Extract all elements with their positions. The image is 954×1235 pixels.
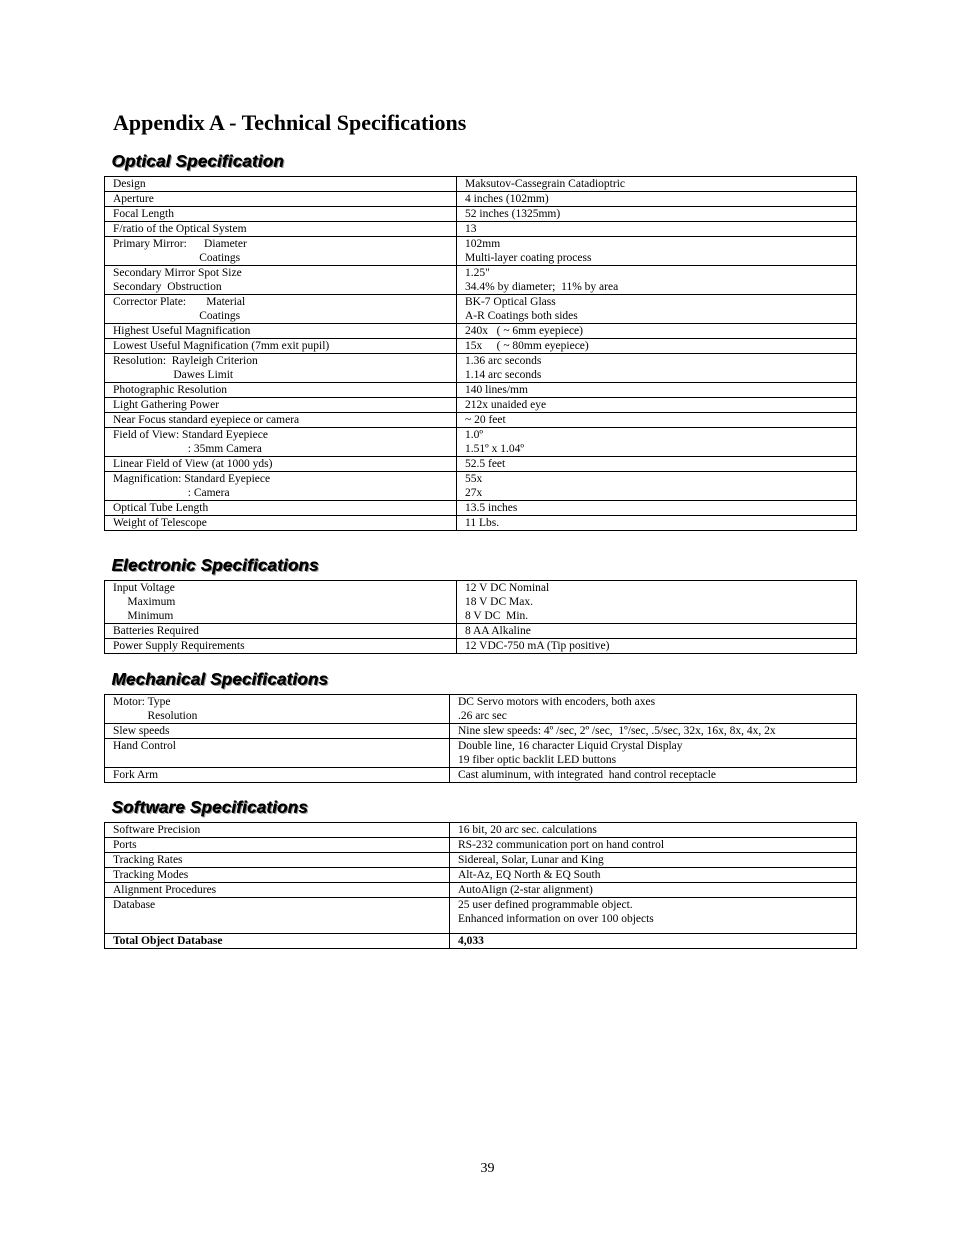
spec-label: Field of View: Standard Eyepiece : 35mm Camera <box>105 428 457 457</box>
table-row <box>105 581 857 624</box>
table-row <box>105 934 857 949</box>
spec-value: 12 V DC Nominal 18 V DC Max. 8 V DC Min. <box>457 581 857 624</box>
table-row <box>105 838 857 853</box>
table-row <box>105 868 857 883</box>
spec-value: RS-232 communication port on hand control <box>450 838 857 853</box>
spec-value: 1.25" 34.4% by diameter; 11% by area <box>457 266 857 295</box>
spec-label: Software Precision <box>105 823 450 838</box>
spec-value: 12 VDC-750 mA (Tip positive) <box>457 639 857 654</box>
spec-value: 13.5 inches <box>457 501 857 516</box>
table-row <box>105 501 857 516</box>
table-row <box>105 324 857 339</box>
spec-value: 1.36 arc seconds 1.14 arc seconds <box>457 354 857 383</box>
spec-value: 25 user defined programmable object. Enhanced information on over 100 objects <box>450 898 857 934</box>
table-row <box>105 695 857 724</box>
spec-label: Optical Tube Length <box>105 501 457 516</box>
spec-label: Focal Length <box>105 207 457 222</box>
spec-value: 140 lines/mm <box>457 383 857 398</box>
spec-label: Resolution: Rayleigh Criterion Dawes Limit <box>105 354 457 383</box>
table-row <box>105 724 857 739</box>
spec-value: AutoAlign (2-star alignment) <box>450 883 857 898</box>
spec-value: Maksutov-Cassegrain Catadioptric <box>457 177 857 192</box>
table-row <box>105 295 857 324</box>
spec-label: Tracking Modes <box>105 868 450 883</box>
spec-label: Lowest Useful Magnification (7mm exit pupil) <box>105 339 457 354</box>
spec-value: Cast aluminum, with integrated hand control receptacle <box>450 768 857 783</box>
table-row <box>105 639 857 654</box>
spec-label: Database <box>105 898 450 934</box>
spec-value: 4,033 <box>450 934 857 949</box>
table-row <box>105 222 857 237</box>
table-row <box>105 339 857 354</box>
spec-value: 240x ( ~ 6mm eyepiece) <box>457 324 857 339</box>
table-row <box>105 768 857 783</box>
spec-label: Slew speeds <box>105 724 450 739</box>
spec-value: BK-7 Optical Glass A-R Coatings both sides <box>457 295 857 324</box>
table-row <box>105 177 857 192</box>
software-section-title: Software Specifications <box>112 798 309 817</box>
spec-label: Total Object Database <box>105 934 450 949</box>
software-spec-table <box>104 822 857 949</box>
spec-value: Double line, 16 character Liquid Crystal Display 19 fiber optic backlit LED buttons <box>450 739 857 768</box>
page-title: Appendix A - Technical Specifications <box>113 110 467 135</box>
table-row <box>105 237 857 266</box>
spec-label: Power Supply Requirements <box>105 639 457 654</box>
spec-value: 102mm Multi-layer coating process <box>457 237 857 266</box>
spec-label: Motor: Type Resolution <box>105 695 450 724</box>
spec-label: Tracking Rates <box>105 853 450 868</box>
optical-section-title: Optical Specification <box>112 152 285 171</box>
spec-value: Nine slew speeds: 4º /sec, 2º /sec, 1º/sec, .5/sec, 32x, 16x, 8x, 4x, 2x <box>450 724 857 739</box>
spec-value: 4 inches (102mm) <box>457 192 857 207</box>
mechanical-section-title: Mechanical Specifications <box>112 670 329 689</box>
table-row <box>105 207 857 222</box>
spec-label: Light Gathering Power <box>105 398 457 413</box>
spec-label: F/ratio of the Optical System <box>105 222 457 237</box>
table-row <box>105 516 857 531</box>
spec-value: ~ 20 feet <box>457 413 857 428</box>
spec-value: 13 <box>457 222 857 237</box>
spec-value: 8 AA Alkaline <box>457 624 857 639</box>
spec-value: 16 bit, 20 arc sec. calculations <box>450 823 857 838</box>
table-row <box>105 428 857 457</box>
spec-label: Hand Control <box>105 739 450 768</box>
optical-spec-table <box>104 176 857 531</box>
spec-label: Magnification: Standard Eyepiece : Camera <box>105 472 457 501</box>
table-row <box>105 192 857 207</box>
spec-label: Weight of Telescope <box>105 516 457 531</box>
table-row <box>105 739 857 768</box>
table-row <box>105 472 857 501</box>
spec-value: 15x ( ~ 80mm eyepiece) <box>457 339 857 354</box>
spec-value: 52.5 feet <box>457 457 857 472</box>
table-row <box>105 266 857 295</box>
spec-label: Aperture <box>105 192 457 207</box>
electronic-section-title: Electronic Specifications <box>112 556 320 575</box>
table-row <box>105 883 857 898</box>
electronic-spec-table <box>104 580 857 654</box>
spec-label: Secondary Mirror Spot Size Secondary Obstruction <box>105 266 457 295</box>
spec-label: Primary Mirror: Diameter Coatings <box>105 237 457 266</box>
table-row <box>105 354 857 383</box>
spec-value: Alt-Az, EQ North & EQ South <box>450 868 857 883</box>
spec-label: Highest Useful Magnification <box>105 324 457 339</box>
table-row <box>105 823 857 838</box>
table-row <box>105 898 857 934</box>
spec-label: Input Voltage Maximum Minimum <box>105 581 457 624</box>
spec-value: 52 inches (1325mm) <box>457 207 857 222</box>
spec-label: Corrector Plate: Material Coatings <box>105 295 457 324</box>
spec-label: Batteries Required <box>105 624 457 639</box>
spec-label: Ports <box>105 838 450 853</box>
spec-label: Photographic Resolution <box>105 383 457 398</box>
spec-label: Fork Arm <box>105 768 450 783</box>
spec-label: Linear Field of View (at 1000 yds) <box>105 457 457 472</box>
spec-value: Sidereal, Solar, Lunar and King <box>450 853 857 868</box>
mechanical-spec-table <box>104 694 857 783</box>
spec-value: 11 Lbs. <box>457 516 857 531</box>
table-row <box>105 853 857 868</box>
table-row <box>105 624 857 639</box>
spec-value: 212x unaided eye <box>457 398 857 413</box>
table-row <box>105 383 857 398</box>
table-row <box>105 457 857 472</box>
table-row <box>105 398 857 413</box>
spec-label: Design <box>105 177 457 192</box>
spec-label: Alignment Procedures <box>105 883 450 898</box>
spec-value: 1.0º 1.51º x 1.04º <box>457 428 857 457</box>
spec-label: Near Focus standard eyepiece or camera <box>105 413 457 428</box>
table-row <box>105 413 857 428</box>
spec-value: 55x 27x <box>457 472 857 501</box>
spec-value: DC Servo motors with encoders, both axes .26 arc sec <box>450 695 857 724</box>
page-number: 39 <box>480 1161 495 1176</box>
